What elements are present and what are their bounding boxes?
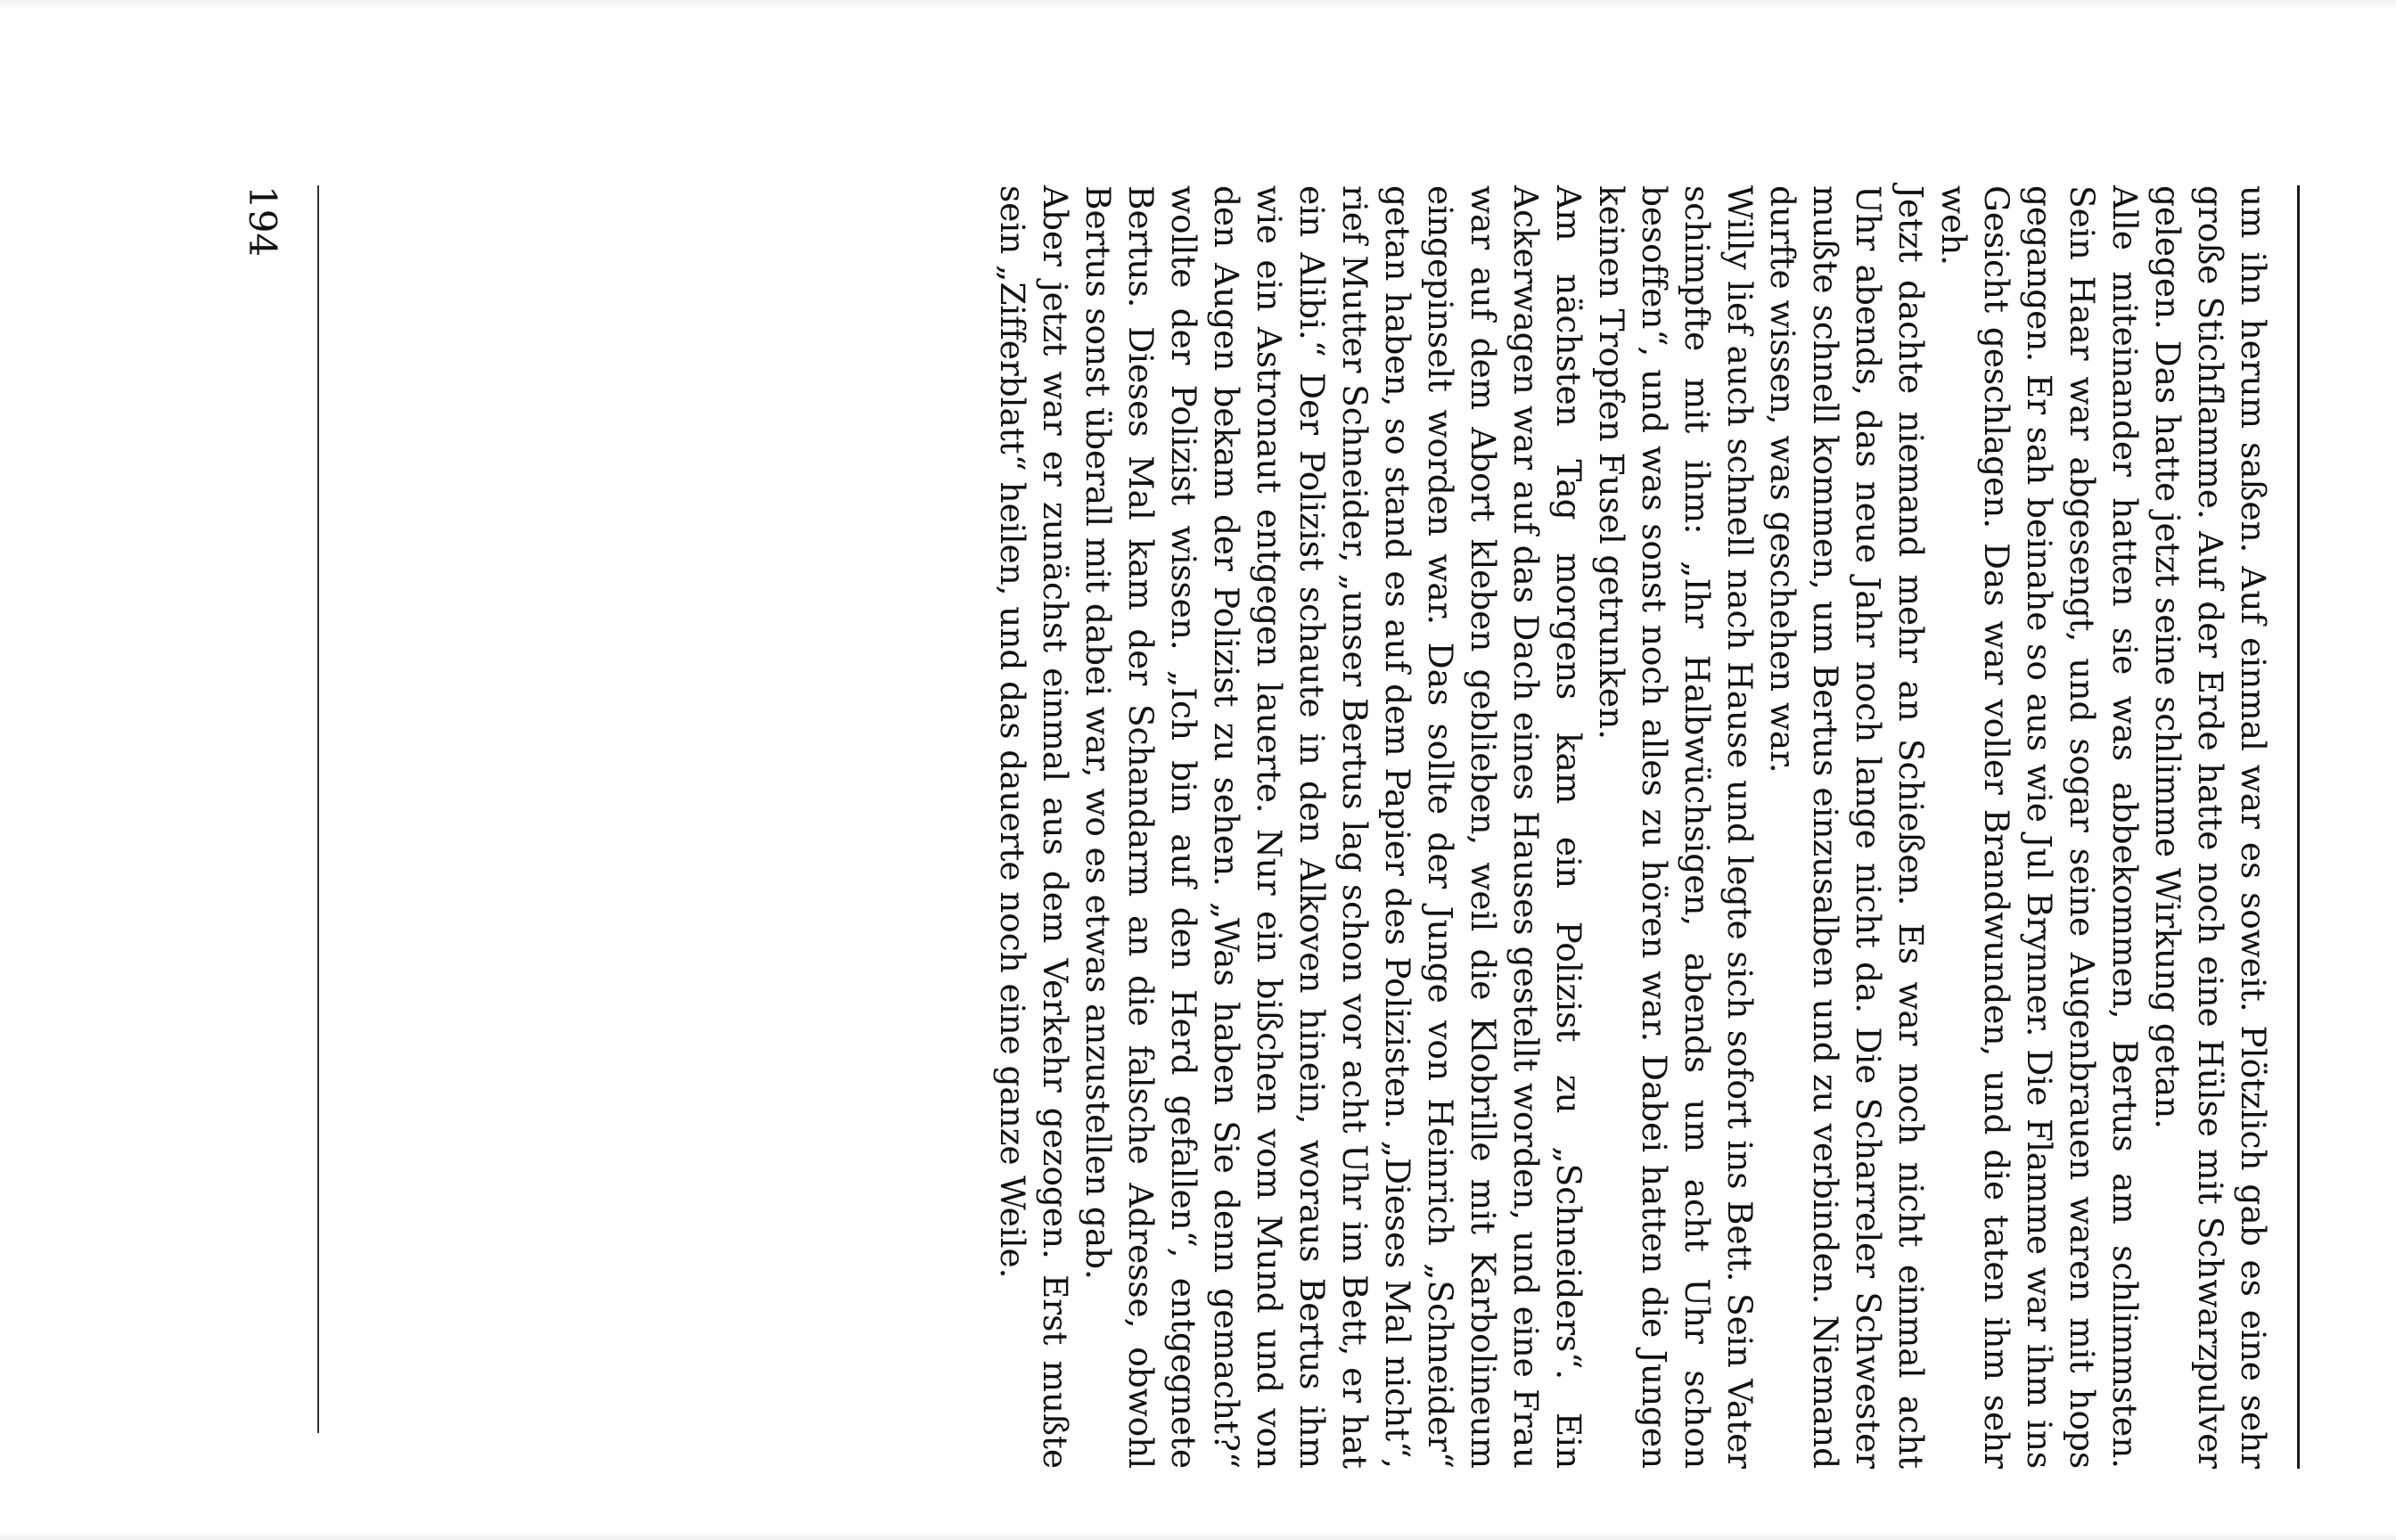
page-number: 194 <box>241 185 284 258</box>
header-rule <box>2297 185 2300 1469</box>
paragraph: Jetzt dachte niemand mehr an Schießen. Es war noch nicht einmal acht Uhr abends, das neue Jahr noch lange nicht da. Die Scharreler Schwester mußte schnell kommen, um Bertus einzusalben und zu verbinden. Niemand durfte wissen, was geschehen war. <box>1763 185 1931 1469</box>
paragraph: Aber jetzt war er zunächst einmal aus dem Verkehr gezogen. Erst mußte sein „Zifferblatt“ heilen, und das dauerte noch eine ganze Weile. <box>993 185 1075 1469</box>
paragraph: Am nächsten Tag morgens kam ein Polizist zu „Schneiders“. Ein Ackerwagen war auf das Dach eines Hauses gestellt worden, und eine Frau war auf dem Abort kleben geblieben, weil die Klobrille mit Karbolineum eingepinselt worden war. Das sollte der Junge von Heinrich „Schneider“ getan haben, so stand es auf dem Papier des Polizisten. „Dieses Mal nicht“, rief Mutter Schneider, „unser Bertus lag schon vor acht Uhr im Bett, er hat ein Alibi.“ Der Polizist schaute in den Alkoven hinein, woraus Bertus ihm wie ein Astronaut entgegen lauerte. Nur ein bißchen vom Mund und von den Augen bekam der Polizist zu sehen. „Was haben Sie denn gemacht?“ wollte der Polizist wissen. „Ich bin auf den Herd gefallen“, entgegnete Bertus. Dieses Mal kam der Schandarm an die falsche Adresse, obwohl Bertus sonst überall mit dabei war, wo es etwas anzustellen gab. <box>1079 185 1588 1469</box>
book-page <box>36 78 2300 1540</box>
paragraph: um ihn herum saßen. Auf einmal war es soweit. Plötzlich gab es eine sehr große Stichflamme. Auf der Erde hatte noch eine Hülse mit Schwarzpulver gelegen. Das hatte jetzt seine schlimme Wirkung getan. <box>2148 185 2273 1469</box>
footer-rule <box>317 185 319 1433</box>
scan-edge-top <box>0 0 2396 9</box>
paragraph: Alle miteinander hatten sie was abbekommen, Bertus am schlimmsten. Sein Haar war abgesengt, und sogar seine Augenbrauen waren mit hops gegangen. Er sah beinahe so aus wie Jul Brynner. Die Flamme war ihm ins Gesicht geschlagen. Das war voller Brandwunden, und die taten ihm sehr weh. <box>1934 185 2145 1469</box>
body-text <box>991 185 2275 1469</box>
paragraph: Willy lief auch schnell nach Hause und legte sich sofort ins Bett. Sein Vater schimpfte mit ihm: „Ihr Halbwüchsigen, abends um acht Uhr schon besoffen“, und was sonst noch alles zu hören war. Dabei hatten die Jungen keinen Tropfen Fusel getrunken. <box>1592 185 1760 1469</box>
